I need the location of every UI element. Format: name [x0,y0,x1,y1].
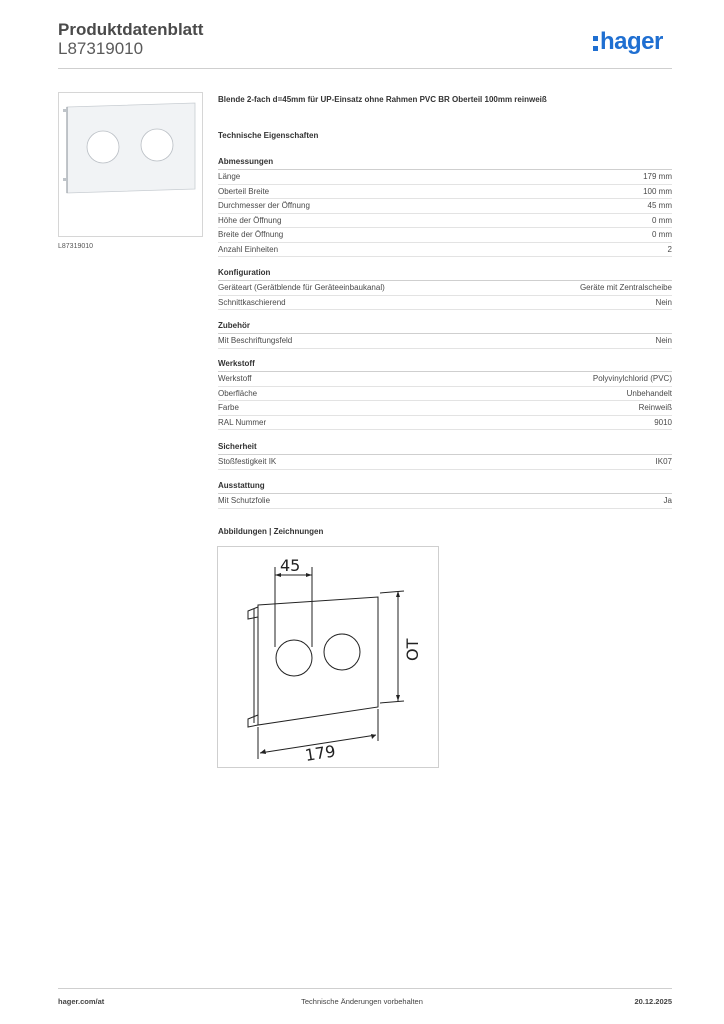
group-konfiguration [218,267,672,310]
dim-height-label: OT [403,638,422,661]
table-row: Durchmesser der Öffnung 45 mm [218,199,672,214]
group-title: Sicherheit [218,441,672,455]
group-title: Ausstattung [218,480,672,494]
hager-logo [593,27,663,57]
group-title: Abmessungen [218,156,672,170]
group-title: Werkstoff [218,358,672,372]
table-row: Stoßfestigkeit IK IK07 [218,455,672,470]
table-row: Werkstoff Polyvinylchlorid (PVC) [218,372,672,387]
table-row: Länge 179 mm [218,170,672,185]
table-row: Oberfläche Unbehandelt [218,387,672,402]
table-row: Farbe Reinweiß [218,401,672,416]
drawings-title: Abbildungen | Zeichnungen [218,527,324,536]
dimension-drawing [218,547,438,767]
footer-divider [58,988,672,989]
footer-website: hager.com/at [58,997,105,1006]
dim-length-label: 179 [303,741,337,765]
product-image [59,93,202,236]
group-werkstoff [218,358,672,430]
footer-notice: Technische Änderungen vorbehalten [301,997,423,1006]
group-abmessungen [218,156,672,257]
tech-section-title: Technische Eigenschaften [218,131,319,140]
article-number: L87319010 [58,39,144,58]
footer-date: 20.12.2025 [634,997,672,1006]
product-thumbnail [58,92,203,237]
table-row: Höhe der Öffnung 0 mm [218,214,672,229]
product-description: Blende 2-fach d=45mm für UP-Einsatz ohne Rahmen PVC BR Oberteil 100mm reinweiß [218,95,547,104]
group-title: Zubehör [218,320,672,334]
group-ausstattung [218,480,672,509]
table-row: Oberteil Breite 100 mm [218,185,672,200]
group-sicherheit [218,441,672,470]
header-divider [58,68,672,69]
table-row: Geräteart (Gerätblende für Geräteeinbaukanal) Geräte mit Zentralscheibe [218,281,672,296]
table-row: Breite der Öffnung 0 mm [218,228,672,243]
table-row: RAL Nummer 9010 [218,416,672,431]
table-row: Schnittkaschierend Nein [218,296,672,311]
group-zubehoer [218,320,672,349]
group-title: Konfiguration [218,267,672,281]
logo-wordmark: hager [600,28,663,55]
technical-drawing [217,546,439,768]
table-row: Mit Schutzfolie Ja [218,494,672,509]
table-row: Anzahl Einheiten 2 [218,243,672,258]
logo-dots-icon [593,36,598,51]
table-row: Mit Beschriftungsfeld Nein [218,334,672,349]
thumbnail-caption: L87319010 [58,243,94,250]
dim-hole-label: 45 [280,556,301,575]
page-title: Produktdatenblatt [58,20,204,39]
